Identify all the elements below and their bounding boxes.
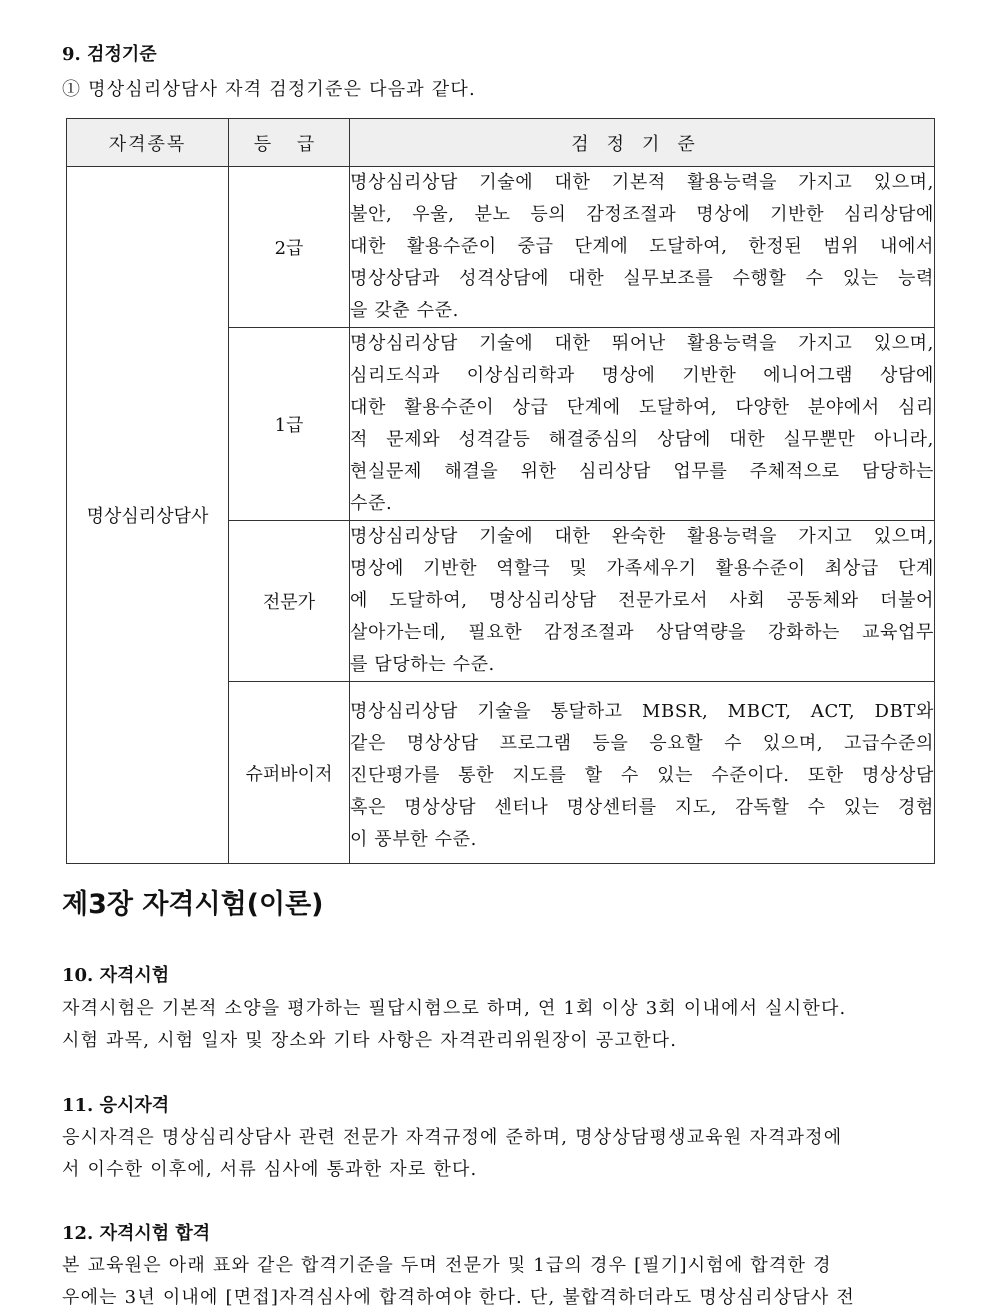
cell-grade: 슈퍼바이저 bbox=[229, 682, 350, 864]
criteria-line: 진단평가를 통한 지도를 할 수 있는 수준이다. 또한 명상상담 bbox=[350, 765, 934, 786]
criteria-line: 에 도달하여, 명상심리상담 전문가로서 사회 공동체와 더불어 bbox=[350, 590, 934, 611]
cell-criteria bbox=[350, 521, 935, 682]
section-10-heading: 10. 자격시험 bbox=[62, 965, 170, 986]
criteria-line: 명상심리상담 기술에 대한 뛰어난 활용능력을 가지고 있으며, bbox=[350, 333, 934, 354]
criteria-line: 같은 명상상담 프로그램 등을 응요할 수 있으며, 고급수준의 bbox=[350, 733, 934, 754]
criteria-line: 를 담당하는 수준. bbox=[350, 654, 495, 675]
intro-line: ① 명상심리상담사 자격 검정기준은 다음과 같다. bbox=[62, 79, 476, 100]
criteria-line: 불안, 우울, 분노 등의 감정조절과 명상에 기반한 심리상담에 bbox=[350, 204, 934, 225]
paragraph-line: 본 교육원은 아래 표와 같은 합격기준을 두며 전문가 및 1급의 경우 [필기]시험에 합격한 경 bbox=[62, 1255, 832, 1276]
criteria-line: 을 갖춘 수준. bbox=[350, 300, 459, 321]
cell-grade: 전문가 bbox=[229, 521, 350, 682]
paragraph-line: 응시자격은 명상심리상담사 관련 전문가 자격규정에 준하며, 명상상담평생교육원 자격과정에 bbox=[62, 1127, 843, 1148]
section-10-body bbox=[62, 993, 922, 1057]
paragraph-line: 자격시험은 기본적 소양을 평가하는 필답시험으로 하며, 연 1회 이상 3회 이내에서 실시한다. bbox=[62, 998, 847, 1019]
section-12-heading: 12. 자격시험 합격 bbox=[62, 1223, 211, 1244]
section-12-body bbox=[62, 1250, 922, 1314]
table-header-row bbox=[67, 119, 935, 167]
criteria-line: 명상심리상담 기술에 대한 완숙한 활용능력을 가지고 있으며, bbox=[350, 526, 934, 547]
cell-criteria bbox=[350, 328, 935, 521]
criteria-line: 현실문제 해결을 위한 심리상담 업무를 주체적으로 담당하는 bbox=[350, 461, 934, 482]
criteria-line: 혹은 명상상담 센터나 명상센터를 지도, 감독할 수 있는 경험 bbox=[350, 797, 934, 818]
cell-grade: 2급 bbox=[229, 167, 350, 328]
criteria-line: 명상상담과 성격상담에 대한 실무보조를 수행할 수 있는 능력 bbox=[350, 268, 934, 289]
criteria-line: 명상심리상담 기술에 대한 기본적 활용능력을 가지고 있으며, bbox=[350, 172, 934, 193]
section-9-heading: 9. 검정기준 bbox=[62, 44, 157, 65]
criteria-line: 대한 활용수준이 상급 단계에 도달하여, 다양한 분야에서 심리 bbox=[350, 397, 934, 418]
section-9-intro bbox=[62, 74, 922, 106]
header-criteria: 검정기준 bbox=[350, 119, 935, 167]
criteria-line: 이 풍부한 수준. bbox=[350, 829, 477, 850]
criteria-table bbox=[66, 118, 935, 864]
criteria-line: 심리도식과 이상심리학과 명상에 기반한 에니어그램 상담에 bbox=[350, 365, 934, 386]
section-11-heading: 11. 응시자격 bbox=[62, 1095, 170, 1116]
criteria-line: 명상에 기반한 역할극 및 가족세우기 활용수준이 최상급 단계 bbox=[350, 558, 934, 579]
paragraph-line: 우에는 3년 이내에 [면접]자격심사에 합격하여야 한다. 단, 불합격하더라도 명상심리상담사 전 bbox=[62, 1287, 855, 1308]
cell-type: 명상심리상담사 bbox=[67, 167, 229, 864]
header-grade: 등 급 bbox=[229, 119, 350, 167]
criteria-line: 수준. bbox=[350, 493, 393, 514]
header-type: 자격종목 bbox=[67, 119, 229, 167]
table-row bbox=[67, 167, 935, 328]
criteria-line: 대한 활용수준이 중급 단계에 도달하여, 한정된 범위 내에서 bbox=[350, 236, 934, 257]
chapter-3-title: 제3장 자격시험(이론) bbox=[62, 889, 324, 920]
criteria-line: 적 문제와 성격갈등 해결중심의 상담에 대한 실무뿐만 아니라, bbox=[350, 429, 934, 450]
cell-criteria bbox=[350, 682, 935, 864]
paragraph-line: 서 이수한 이후에, 서류 심사에 통과한 자로 한다. bbox=[62, 1159, 478, 1180]
criteria-line: 살아가는데, 필요한 감정조절과 상담역량을 강화하는 교육업무 bbox=[350, 622, 934, 643]
criteria-line: 명상심리상담 기술을 통달하고 MBSR, MBCT, ACT, DBT와 bbox=[350, 701, 934, 722]
cell-criteria bbox=[350, 167, 935, 328]
cell-grade: 1급 bbox=[229, 328, 350, 521]
paragraph-line: 시험 과목, 시험 일자 및 장소와 기타 사항은 자격관리위원장이 공고한다. bbox=[62, 1030, 678, 1051]
section-11-body bbox=[62, 1122, 922, 1186]
